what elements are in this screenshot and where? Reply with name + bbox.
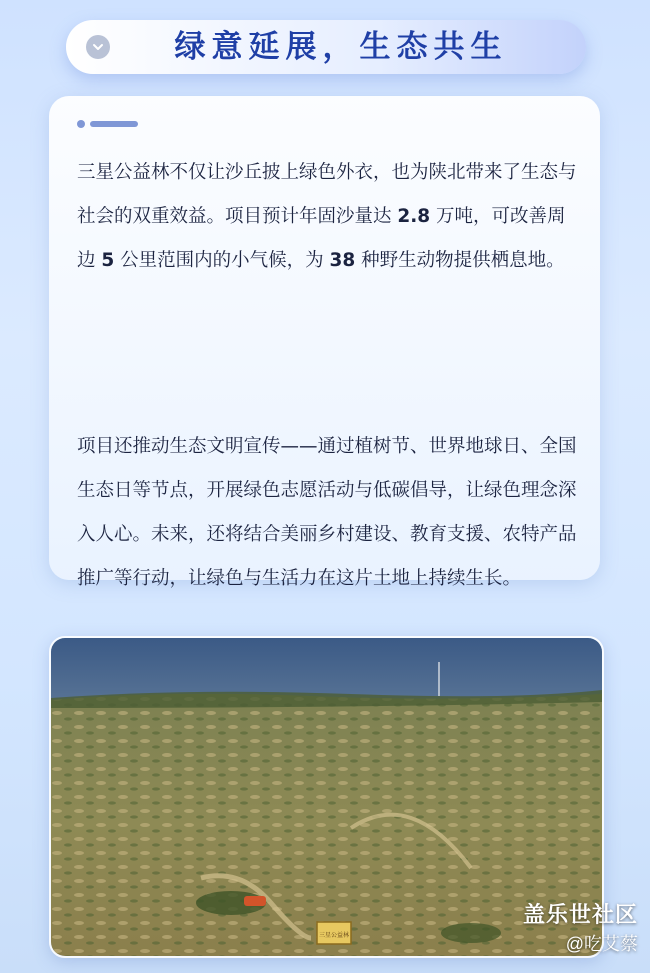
decoration-dot: [77, 120, 85, 128]
p1-text-a: 三星公益林不仅让沙丘披上绿色外衣，也为陕北带来了生态与社会的双重效益。项目预计年固沙量达: [77, 162, 577, 227]
landscape-illustration: [51, 638, 602, 956]
paragraph-promotion: 项目还推动生态文明宣传——通过植树节、世界地球日、全国生态日等节点，开展绿色志愿活动与低碳倡导，让绿色理念深入人心。未来，还将结合美丽乡村建设、教育支援、农特产品推广等行动，让绿色与生活力在这片土地上持续生长。: [77, 436, 577, 589]
radius-value: 5: [101, 250, 115, 271]
landscape-photo: [49, 636, 604, 958]
p1-text-b: 万吨，可改善周边: [77, 206, 566, 271]
text-card: [49, 96, 600, 589]
photo-sign-text: 三星公益林: [318, 932, 350, 939]
species-value: 38: [329, 250, 356, 271]
section-header: [66, 20, 586, 74]
paragraph-benefits: [77, 151, 582, 283]
section-title: 绿意延展，生态共生: [174, 29, 508, 65]
decoration-bar: [90, 121, 138, 127]
watermark-brand: 盖乐世社区: [522, 902, 638, 927]
watermark-author: @吃艾蔡: [565, 934, 638, 954]
p1-text-d: 种野生动物提供栖息地。: [355, 250, 565, 271]
p1-text-c: 公里范围内的小气候，为: [114, 250, 330, 271]
sand-fixation-value: 2.8: [397, 206, 431, 227]
